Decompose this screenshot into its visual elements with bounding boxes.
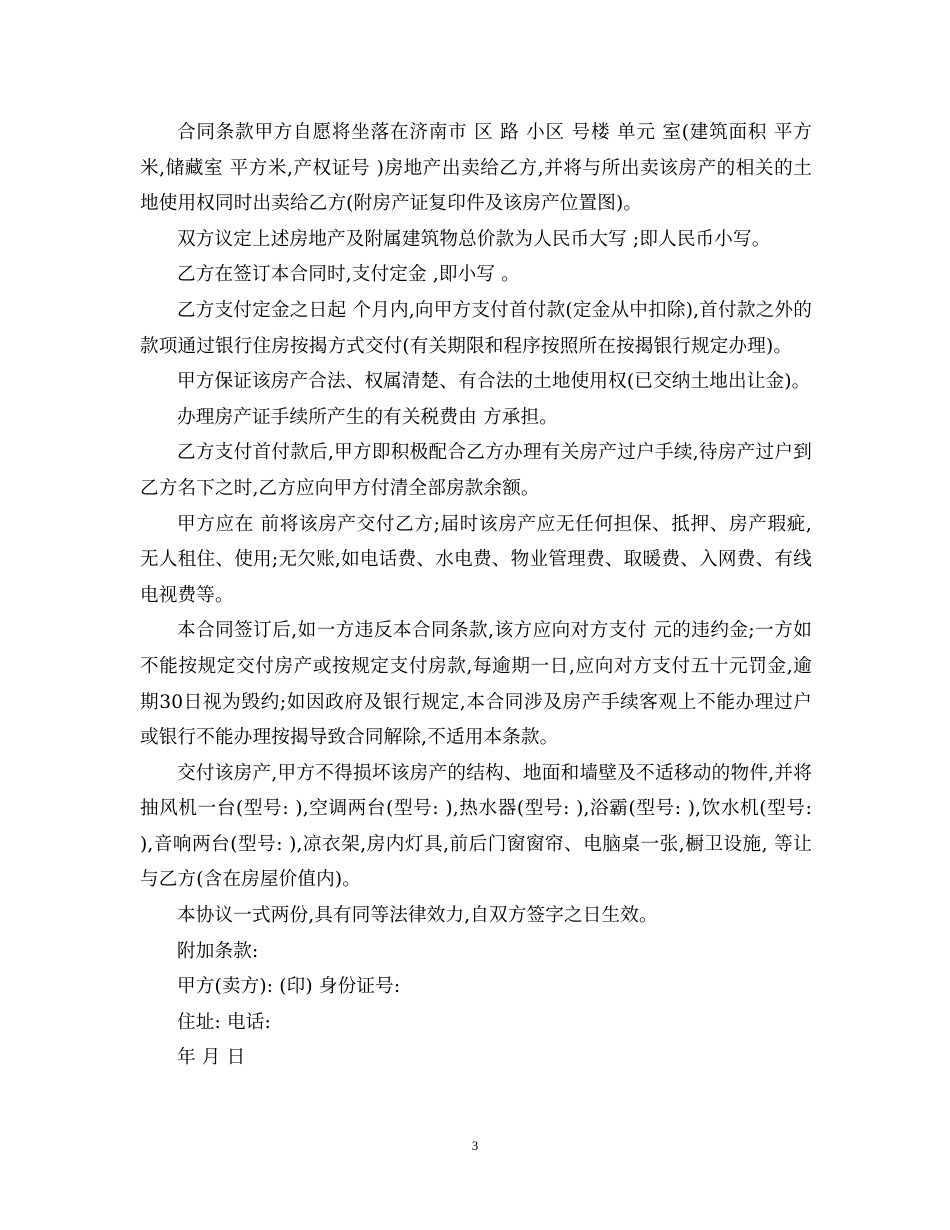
document-body xyxy=(140,115,812,1076)
paragraph-seller-signature: 甲方(卖方): (印) 身份证号: xyxy=(177,976,401,998)
paragraph-total-price: 双方议定上述房地产及附属建筑物总价款为人民币大写 ;即人民币小写。 xyxy=(177,228,771,250)
paragraph-fixtures: 交付该房产,甲方不得损坏该房产的结构、地面和墙壁及不适移动的物件,并将抽风机一台(型号: ),空调两台(型号: ),热水器(型号: ),浴霸(型号: ),饮水机(型号: ),音响两台(型号: ),凉衣架,房内灯具,前后门窗窗帘、电脑桌一张,橱卫设施, 等让与乙方(含在房屋价值内)。 xyxy=(140,762,812,891)
paragraph-taxes: 办理房产证手续所产生的有关税费由 方承担。 xyxy=(177,406,558,428)
paragraph-transfer: 乙方支付首付款后,甲方即积极配合乙方办理有关房产过户手续,待房产过户到乙方名下之时,乙方应向甲方付清全部房款余额。 xyxy=(140,442,812,499)
paragraph-date: 年 月 日 xyxy=(177,1047,246,1069)
page-number: 3 xyxy=(471,1138,479,1153)
paragraph-property-sale-clause: 合同条款甲方自愿将坐落在济南市 区 路 小区 号楼 单元 室(建筑面积 平方米,储藏室 平方米,产权证号 )房地产出卖给乙方,并将与所出卖该房产的相关的土地使用权同时出卖给乙方(附房产证复印件及该房产位置图)。 xyxy=(140,122,812,215)
paragraph-effectiveness: 本协议一式两份,具有同等法律效力,自双方签字之日生效。 xyxy=(177,905,658,927)
paragraph-additional-terms: 附加条款: xyxy=(177,940,259,962)
paragraph-delivery: 甲方应在 前将该房产交付乙方;届时该房产应无任何担保、抵押、房产瑕疵,无人租住、使用;无欠账,如电话费、水电费、物业管理费、取暖费、入网费、有线电视费等。 xyxy=(140,513,812,606)
paragraph-deposit: 乙方在签订本合同时,支付定金 ,即小写 。 xyxy=(177,264,520,286)
paragraph-breach: 本合同签订后,如一方违反本合同条款,该方应向对方支付 元的违约金;一方如不能按规定交付房产或按规定支付房款,每逾期一日,应向对方支付五十元罚金,逾期30日视为毁约;如因政府及银行规定,本合同涉及房产手续客观上不能办理过户或银行不能办理按揭导致合同解除,不适用本条款。 xyxy=(140,620,812,749)
paragraph-address-phone: 住址: 电话: xyxy=(177,1011,271,1033)
paragraph-down-payment: 乙方支付定金之日起 个月内,向甲方支付首付款(定金从中扣除),首付款之外的款项通过银行住房按揭方式交付(有关期限和程序按照所在按揭银行规定办理)。 xyxy=(140,299,812,357)
paragraph-seller-guarantee: 甲方保证该房产合法、权属清楚、有合法的土地使用权(已交纳土地出让金)。 xyxy=(177,371,811,393)
